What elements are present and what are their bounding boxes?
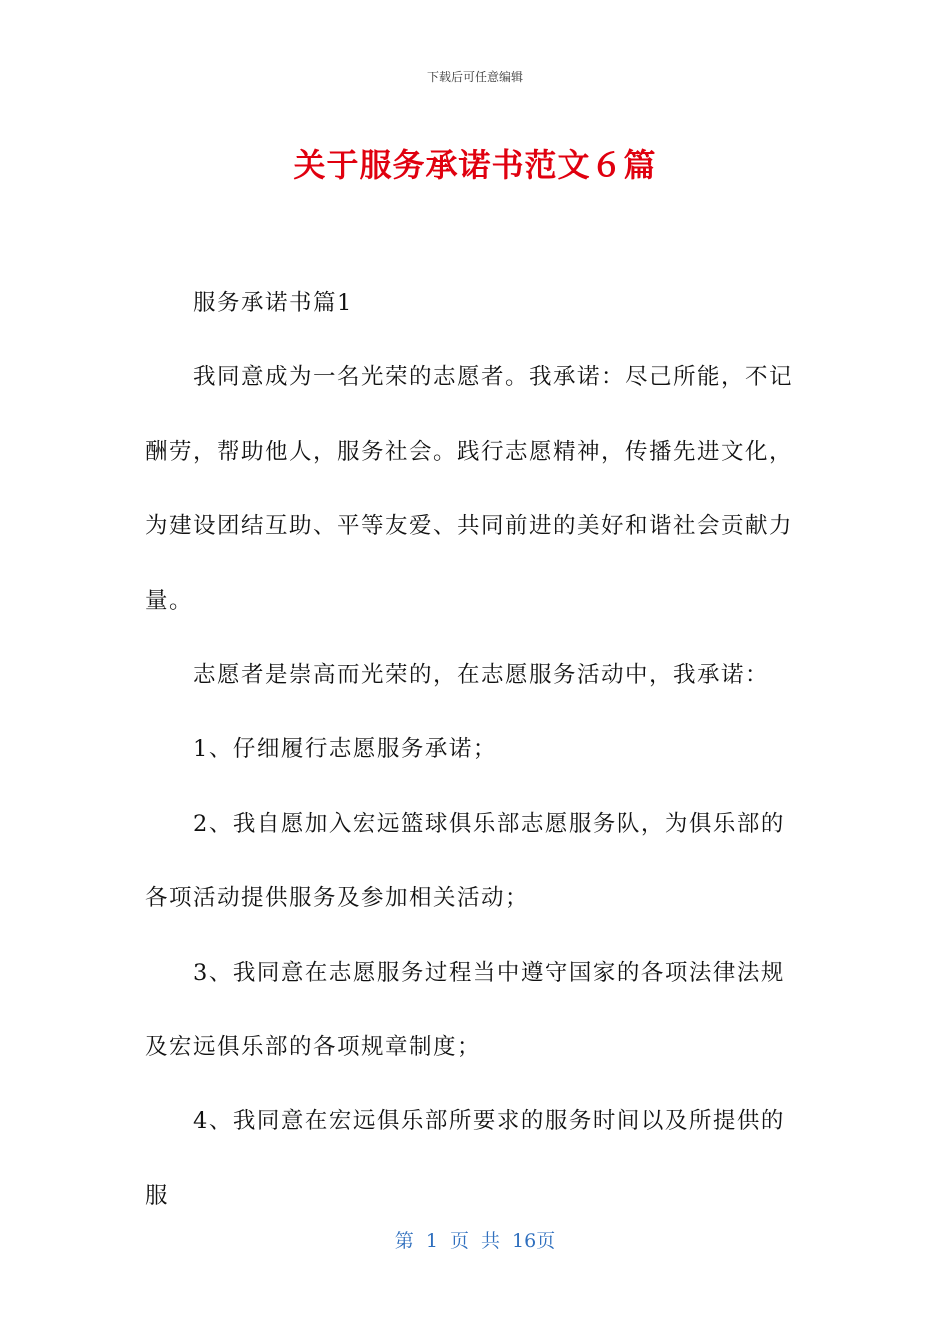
list-item: 2、我自愿加入宏远篮球俱乐部志愿服务队，为俱乐部的各项活动提供服务及参加相关活动； bbox=[145, 810, 785, 912]
paragraph: 我同意成为一名光荣的志愿者。我承诺：尽己所能，不记酬劳，帮助他人，服务社会。践行志愿精神，传播先进文化，为建设团结互助、平等友爱、共同前进的美好和谐社会贡献力量。 bbox=[145, 364, 794, 614]
paragraph: 志愿者是崇高而光荣的，在志愿服务活动中，我承诺： bbox=[193, 662, 770, 689]
section-heading: 服务承诺书篇1 bbox=[193, 290, 353, 316]
document-title: 关于服务承诺书范文６篇 bbox=[293, 146, 657, 184]
list-item: 1、仔细履行志愿服务承诺； bbox=[193, 736, 497, 763]
document-body bbox=[145, 266, 805, 1233]
header-note: 下载后可任意编辑 bbox=[426, 70, 523, 84]
page-number: 第 1 页 共 16页 bbox=[394, 1230, 556, 1252]
list-item: 4、我同意在宏远俱乐部所要求的服务时间以及所提供的服 bbox=[145, 1108, 785, 1209]
list-item: 3、我同意在志愿服务过程当中遵守国家的各项法律法规及宏远俱乐部的各项规章制度； bbox=[145, 959, 785, 1061]
